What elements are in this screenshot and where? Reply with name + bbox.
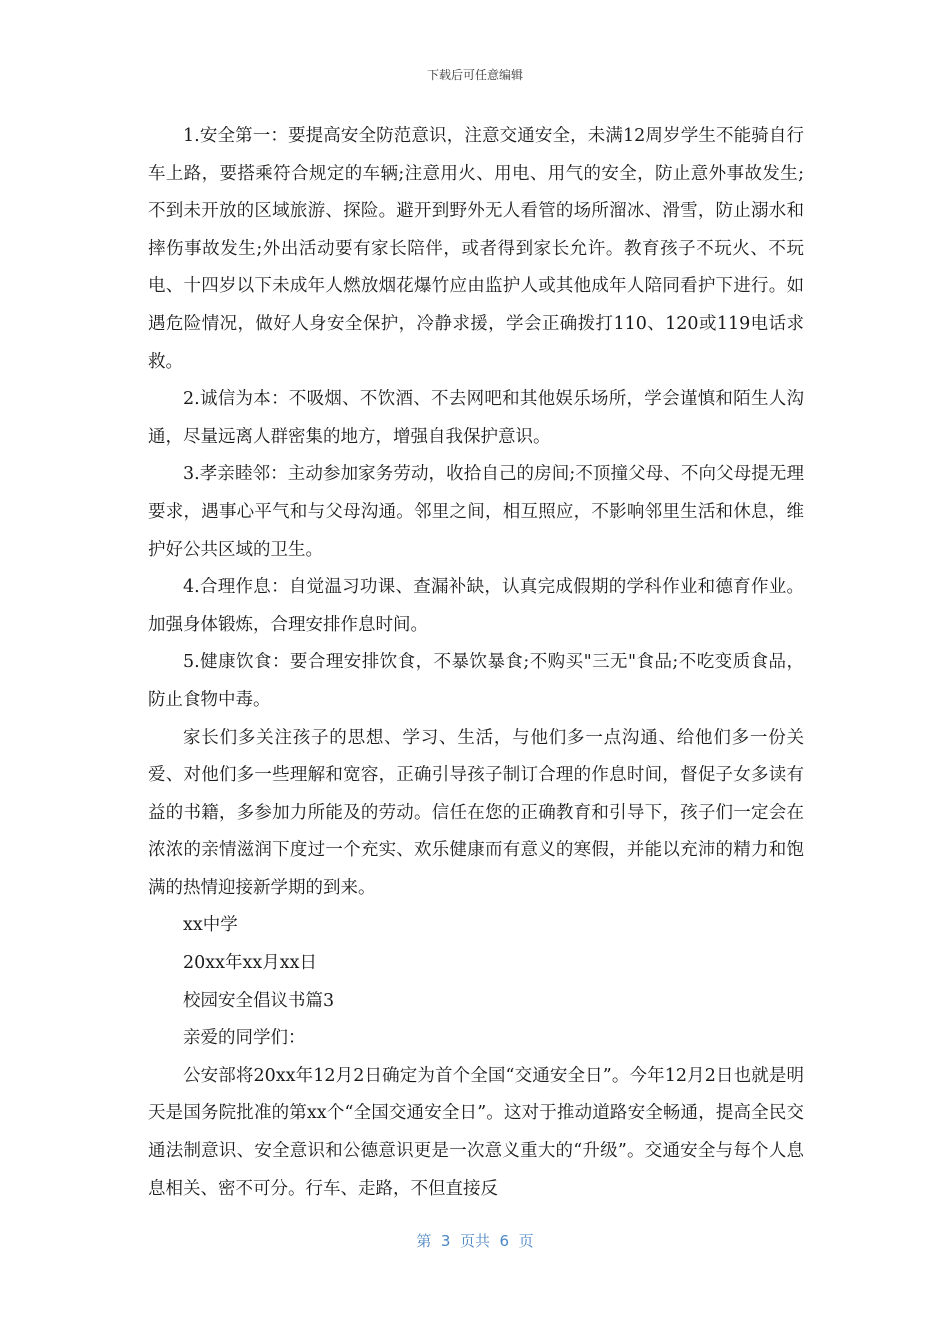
- salutation: 亲爱的同学们：: [183, 1028, 306, 1049]
- paragraph-schedule: 4.合理作息：自觉温习功课、查漏补缺，认真完成假期的学科作业和德育作业。加强身体锻炼，合理安排作息时间。: [148, 577, 804, 635]
- page-header: 下载后可任意编辑: [426, 68, 523, 82]
- signature-school: xx中学: [183, 915, 238, 936]
- paragraph-parents: 家长们多关注孩子的思想、学习、生活，与他们多一点沟通、给他们多一份关爱、对他们多一些理解和宽容，正确引导孩子制订合理的作息时间，督促子女多读有益的书籍，多参加力所能及的劳动。信任在您的正确教育和引导下，孩子们一定会在浓浓的亲情滋润下度过一个充实、欢乐健康而有意义的寒假，并能以充沛的精力和饱满的热情迎接新学期的到来。: [148, 727, 804, 898]
- paragraph-traffic-safety: 公安部将20xx年12月2日确定为首个全国“交通安全日”。今年12月2日也就是明天是国务院批准的第xx个“全国交通安全日”。这对于推动道路安全畅通，提高全民交通法制意识、安全意识和公德意识更是一次意义重大的“升级”。交通安全与每个人息息相关、密不可分。行车、走路，不但直接反: [148, 1065, 804, 1199]
- signature-date: 20xx年xx月xx日: [183, 953, 317, 974]
- document-body: [148, 118, 804, 1208]
- paragraph-healthy-diet: 5.健康饮食：要合理安排饮食，不暴饮暴食;不购买"三无"食品;不吃变质食品，防止食物中毒。: [148, 652, 804, 710]
- paragraph-filial-piety: 3.孝亲睦邻：主动参加家务劳动，收拾自己的房间;不顶撞父母、不向父母提无理要求，遇事心平气和与父母沟通。邻里之间，相互照应，不影响邻里生活和休息，维护好公共区域的卫生。: [148, 464, 804, 560]
- page-footer: 第 3 页共 6 页: [416, 1232, 534, 1250]
- paragraph-integrity: 2.诚信为本：不吸烟、不饮酒、不去网吧和其他娱乐场所，学会谨慎和陌生人沟通，尽量远离人群密集的地方，增强自我保护意识。: [148, 389, 804, 447]
- paragraph-safety-first: 1.安全第一：要提高安全防范意识，注意交通安全，未满12周岁学生不能骑自行车上路，要搭乘符合规定的车辆;注意用火、用电、用气的安全，防止意外事故发生;不到未开放的区域旅游、探险。避开到野外无人看管的场所溜冰、滑雪，防止溺水和摔伤事故发生;外出活动要有家长陪伴，或者得到家长允许。教育孩子不玩火、不玩电、十四岁以下未成年人燃放烟花爆竹应由监护人或其他成年人陪同看护下进行。如遇危险情况，做好人身安全保护，冷静求援，学会正确拨打110、120或119电话求救。: [148, 126, 804, 372]
- section-title: 校园安全倡议书篇3: [183, 990, 335, 1011]
